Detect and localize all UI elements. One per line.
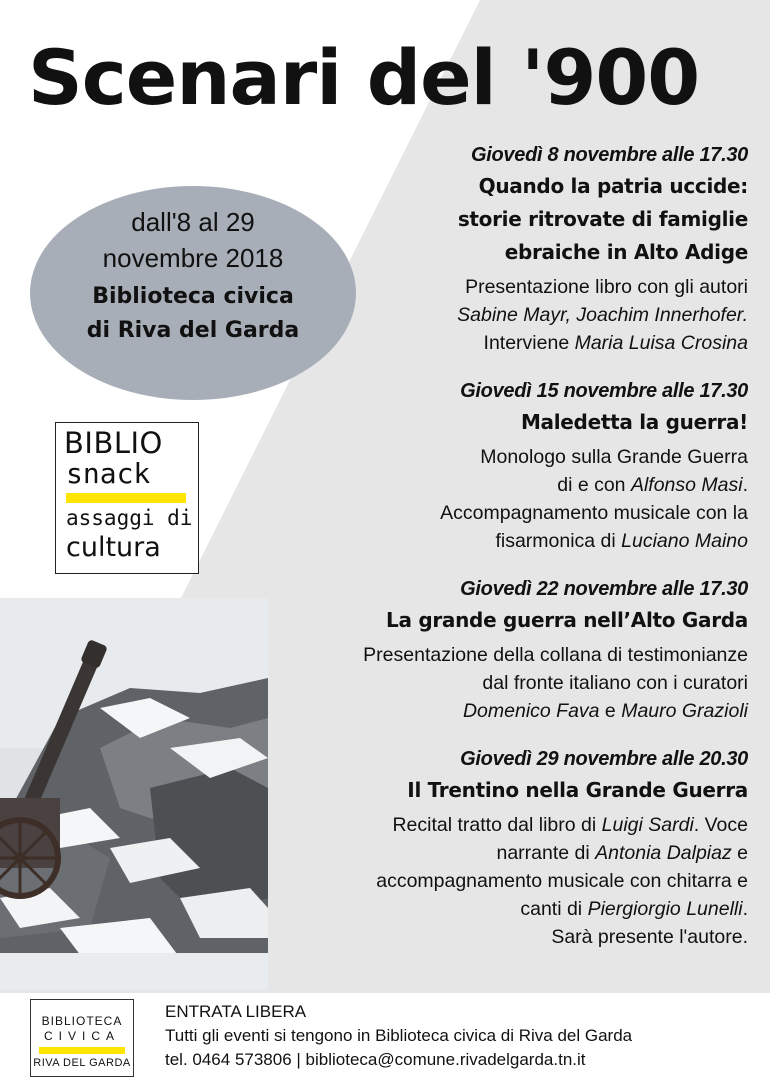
poster-title: Scenari del '900 <box>28 33 700 122</box>
event-4-date: Giovedì 29 novembre alle 20.30 <box>460 748 748 770</box>
event-3-curator-1: Domenico Fava <box>462 700 600 722</box>
event-4-title: Il Trentino nella Grande Guerra <box>407 778 748 802</box>
event-1-title-line1: Quando la patria uccide: <box>478 174 748 198</box>
event-1-title-line3: ebraiche in Alto Adige <box>504 240 748 264</box>
event-2-desc-line2: di e con <box>557 474 631 496</box>
venue-line1: Biblioteca civica <box>92 284 294 309</box>
biblioteca-civica-logo <box>30 999 134 1077</box>
event-2-desc-period: . <box>742 474 748 496</box>
event-2-desc-line4: fisarmonica di <box>495 530 622 552</box>
event-4-description <box>278 811 748 951</box>
event-3-title: La grande guerra nell’Alto Garda <box>386 608 748 632</box>
events-list <box>278 140 748 970</box>
logo-word-biblioteca: BIBLIOTECA <box>41 1014 123 1028</box>
event-4-narrator: Antonia Dalpiaz <box>595 842 732 864</box>
event-4 <box>278 744 748 951</box>
event-3-description <box>278 641 748 725</box>
logo-yellow-bar <box>39 1047 125 1054</box>
event-3-date: Giovedì 22 novembre alle 17.30 <box>460 578 748 600</box>
free-entry-label: ENTRATA LIBERA <box>165 1002 307 1021</box>
event-4-desc-line1: Recital tratto dal libro di <box>392 814 602 836</box>
event-2 <box>278 376 748 555</box>
footer-info <box>165 1000 632 1072</box>
event-4-desc-line4: canti di <box>520 898 588 920</box>
bibliosnack-word-biblio: BIBLIO <box>64 426 163 460</box>
event-4-desc-and: e <box>731 842 748 864</box>
event-1-speaker: Maria Luisa Crosina <box>574 332 748 354</box>
bibliosnack-logo <box>55 422 199 574</box>
cannon-photo <box>0 598 268 990</box>
event-1-date: Giovedì 8 novembre alle 17.30 <box>471 144 748 166</box>
logo-word-civica: CIVICA <box>43 1029 120 1043</box>
event-2-performer: Alfonso Masi <box>630 474 743 496</box>
event-2-date: Giovedì 15 novembre alle 17.30 <box>460 380 748 402</box>
bibliosnack-tagline-2: cultura <box>66 532 161 563</box>
date-range-line2: novembre 2018 <box>102 243 284 273</box>
event-1-title-line2: storie ritrovate di famiglie <box>457 207 748 231</box>
event-2-desc-line1: Monologo sulla Grande Guerra <box>480 446 748 468</box>
event-4-desc-line3: accompagnamento musicale con chitarra e <box>376 870 748 892</box>
event-3-curator-2: Mauro Grazioli <box>621 700 748 722</box>
event-4-musician: Piergiorgio Lunelli <box>587 898 743 920</box>
event-3-desc-line2: dal fronte italiano con i curatori <box>482 672 748 694</box>
event-4-desc-voce: . Voce <box>693 814 748 836</box>
event-4-desc-period: . <box>742 898 748 920</box>
event-1-authors: Sabine Mayr, Joachim Innerhofer. <box>457 304 748 326</box>
venue-note: Tutti gli eventi si tengono in Biblioteca civica di Riva del Garda <box>165 1026 633 1045</box>
bibliosnack-yellow-bar <box>66 493 186 503</box>
event-1-description <box>278 273 748 357</box>
event-1 <box>278 140 748 357</box>
event-3 <box>278 574 748 725</box>
event-3-desc-line1: Presentazione della collana di testimonianze <box>363 644 748 666</box>
event-1-desc-intervenes: Interviene <box>483 332 575 354</box>
event-2-title: Maledetta la guerra! <box>520 410 748 434</box>
event-2-musician: Luciano Maino <box>621 530 748 552</box>
event-4-author: Luigi Sardi <box>601 814 694 836</box>
contact-info: tel. 0464 573806 | biblioteca@comune.rivadelgarda.tn.it <box>165 1050 586 1069</box>
event-4-desc-line5: Sarà presente l'autore. <box>551 926 748 948</box>
event-1-desc-line1: Presentazione libro con gli autori <box>465 276 748 298</box>
event-2-description <box>278 443 748 555</box>
bibliosnack-word-snack: snack <box>66 457 151 490</box>
bibliosnack-tagline-1: assaggi di <box>66 506 193 530</box>
event-2-desc-line3: Accompagnamento musicale con la <box>440 502 748 524</box>
venue-line2: di Riva del Garda <box>86 318 300 343</box>
logo-word-riva: RIVA DEL GARDA <box>33 1057 131 1069</box>
date-range-line1: dall'8 al 29 <box>131 207 255 237</box>
event-3-desc-and: e <box>599 700 622 722</box>
event-4-desc-line2: narrante di <box>496 842 596 864</box>
